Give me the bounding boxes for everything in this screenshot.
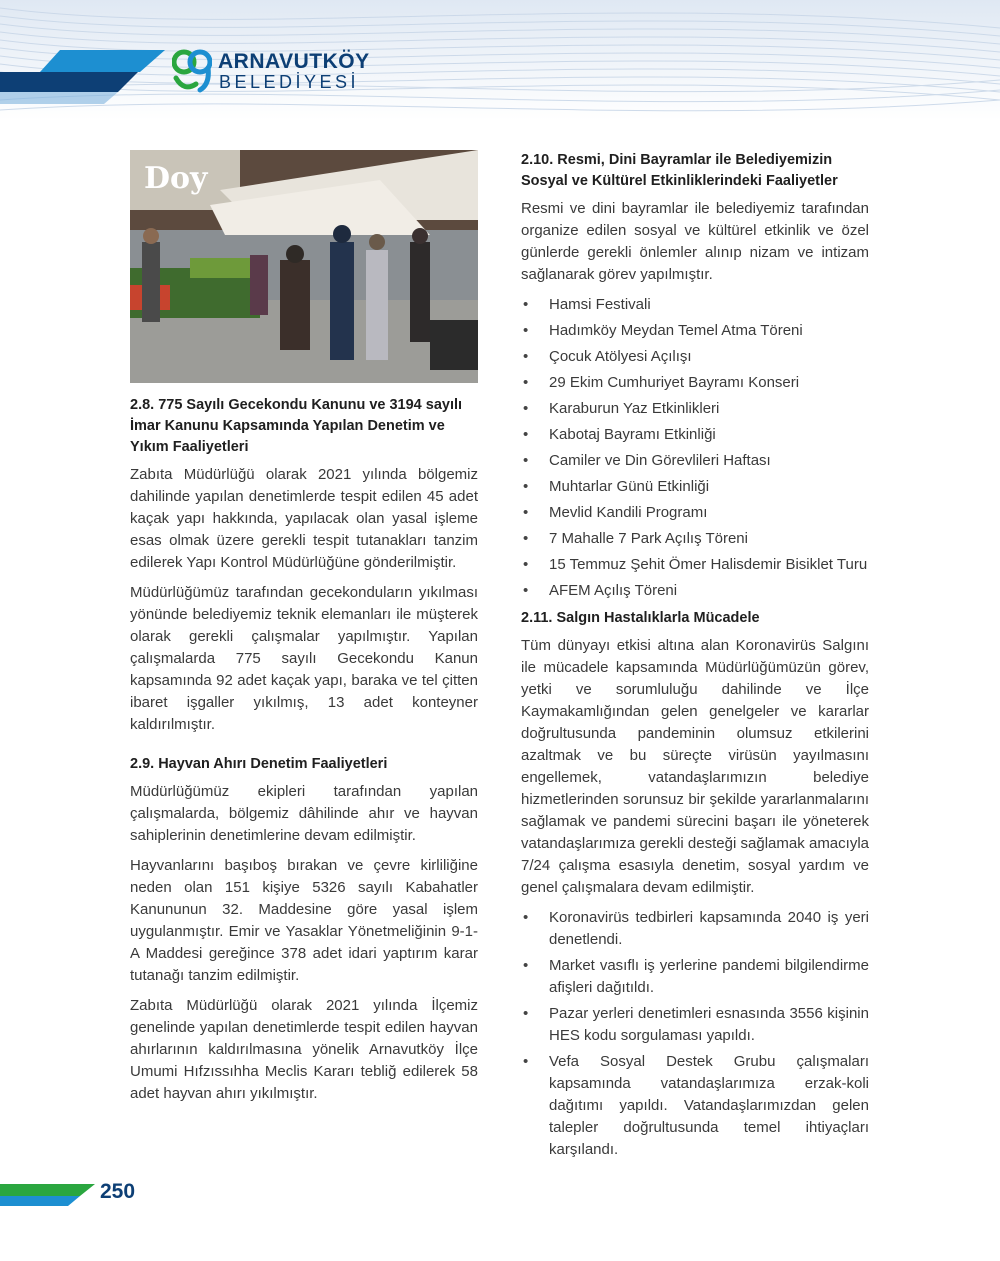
- municipality-logo: [172, 48, 372, 94]
- section-2-9-paragraph-2: Hayvanlarını başıboş bırakan ve çevre kirliliğine neden olan 151 kişiye 5326 sayılı Kabahatler Kanununun 32. Maddesine göre yasal işlem uygulanmıştır. Emir ve Yasaklar Yönetmeliğinin 9-1-A Maddesi gereğince 378 adet idari yaptırım karar tutanağı tanzim edilmiştir.: [130, 857, 478, 984]
- list-item: • Koronavirüs tedbirleri kapsamında 2040 iş yeri denetlendi.: [521, 907, 869, 951]
- logo-mark-icon: [172, 48, 212, 94]
- list-item: • Mevlid Kandili Programı: [521, 502, 869, 524]
- list-item: • 15 Temmuz Şehit Ömer Halisdemir Bisiklet Turu: [521, 554, 869, 576]
- list-item: • Hamsi Festivali: [521, 294, 869, 316]
- list-item: • Camiler ve Din Görevlileri Haftası: [521, 450, 869, 472]
- section-2-8-title: 2.8. 775 Sayılı Gecekondu Kanunu ve 3194 sayılı İmar Kanunu Kapsamında Yapılan Denetim ve Yıkım Faaliyetleri: [130, 397, 463, 455]
- list-item: • Kabotaj Bayramı Etkinliği: [521, 424, 869, 446]
- list-item: • Çocuk Atölyesi Açılışı: [521, 346, 869, 368]
- section-2-8-paragraph-1: Zabıta Müdürlüğü olarak 2021 yılında bölgemiz dahilinde yapılan denetimlerde tespit edilen 45 adet kaçak yapı hakkında, yapılacak olan yasal işleme esas olmak üzere gerekli tespit tutanakları tanzim edilerek Yapı Kontrol Müdürlüğüne gönderilmiştir.: [130, 466, 478, 571]
- list-item: • Karaburun Yaz Etkinlikleri: [521, 398, 869, 420]
- section-2-11-paragraph-1: Tüm dünyayı etkisi altına alan Koronavirüs Salgını ile mücadele kapsamında Müdürlüğümüzün görev, yetki ve sorumluluğu dahilinde ve İlçe Kaymakamlığından gelen genelgeler ve kararlar doğrultusunda pandeminin olumsuz etkilerini azaltmak ve bu süreçte virüsün yayılmasını engellemek, vatandaşlarımızın belediye hizmetlerinden sorunsuz bir şekilde yararlanmalarını sağlamak ve pandemi sürecini başarı ile yöneterek vatandaşlarımıza gerekli desteği sağlamak amacıyla 7/24 çalışma esasıyla denetim, sosyal yardım ve genel çalışmalara devam edilmiştir.: [521, 637, 869, 896]
- logo-name: ARNAVUTKÖY: [218, 50, 370, 73]
- right-column: [521, 150, 869, 1167]
- section-2-10-title: 2.10. Resmi, Dini Bayramlar ile Belediyemizin Sosyal ve Kültürel Etkinliklerindeki Faaliyetler: [521, 152, 838, 189]
- events-list: [521, 294, 869, 602]
- list-item: • 29 Ekim Cumhuriyet Bayramı Konseri: [521, 372, 869, 394]
- page-header: [0, 0, 1000, 120]
- footer-stripe: [0, 1184, 95, 1210]
- list-item: • Hadımköy Meydan Temel Atma Töreni: [521, 320, 869, 342]
- section-2-9-title: 2.9. Hayvan Ahırı Denetim Faaliyetleri: [130, 756, 388, 772]
- section-2-11-title: 2.11. Salgın Hastalıklarla Mücadele: [521, 610, 760, 626]
- section-2-9-paragraph-1: Müdürlüğümüz ekipleri tarafından yapılan çalışmalarda, bölgemiz dâhilinde ahır ve hayvan sahiplerinin denetimlerine devam edilmiştir.: [130, 783, 478, 844]
- section-2-8-paragraph-2: Müdürlüğümüz tarafından gecekonduların yıkılması yönünde belediyemiz teknik elemanları ile müşterek olarak gerekli çalışmalar yapılmıştır. Yapılan çalışmalarda 775 sayılı Gecekondu Kanun kapsamında 92 adet kaçak yapı, baraka ve tel çitten ibaret işgaller yıkılmış, 13 adet konteyner kaldırılmıştır.: [130, 584, 478, 733]
- list-item: • 7 Mahalle 7 Park Açılış Töreni: [521, 528, 869, 550]
- list-item: • Pazar yerleri denetimleri esnasında 3556 kişinin HES kodu sorgulaması yapıldı.: [521, 1003, 869, 1047]
- pandemic-measures-list: [521, 907, 869, 1161]
- market-inspection-photo: [130, 150, 478, 383]
- section-2-9-paragraph-3: Zabıta Müdürlüğü olarak 2021 yılında İlçemiz genelinde yapılan denetimlerde tespit edilen hayvan ahırlarının kaldırılmasına yönelik Arnavutköy İlçe Umumi Hıfzıssıhha Meclis Kararı tebliğ edilerek 58 adet hayvan ahırı yıkılmıştır.: [130, 997, 478, 1102]
- logo-subtitle: BELEDİYESİ: [219, 72, 360, 92]
- left-column: [130, 150, 478, 1113]
- list-item: • Muhtarlar Günü Etkinliği: [521, 476, 869, 498]
- list-item: • Vefa Sosyal Destek Grubu çalışmaları kapsamında vatandaşlarımıza erzak-koli dağıtımı yapıldı. Vatandaşlarımızdan gelen talepler doğrultusunda temel ihtiyaçları karşılandı.: [521, 1051, 869, 1161]
- photo-sign-text: Doy: [144, 161, 208, 196]
- list-item: • Market vasıflı iş yerlerine pandemi bilgilendirme afişleri dağıtıldı.: [521, 955, 869, 999]
- page-number: 250: [100, 1180, 136, 1203]
- section-2-10-paragraph-1: Resmi ve dini bayramlar ile belediyemiz tarafından organize edilen sosyal ve kültürel etkinlik ve özel günlerde gerekli önlemler alınıp nizam ve intizam sağlanarak görev yapılmıştır.: [521, 200, 869, 283]
- header-pattern: [0, 0, 1000, 120]
- list-item: • AFEM Açılış Töreni: [521, 580, 869, 602]
- header-blue-stripe: [0, 72, 138, 92]
